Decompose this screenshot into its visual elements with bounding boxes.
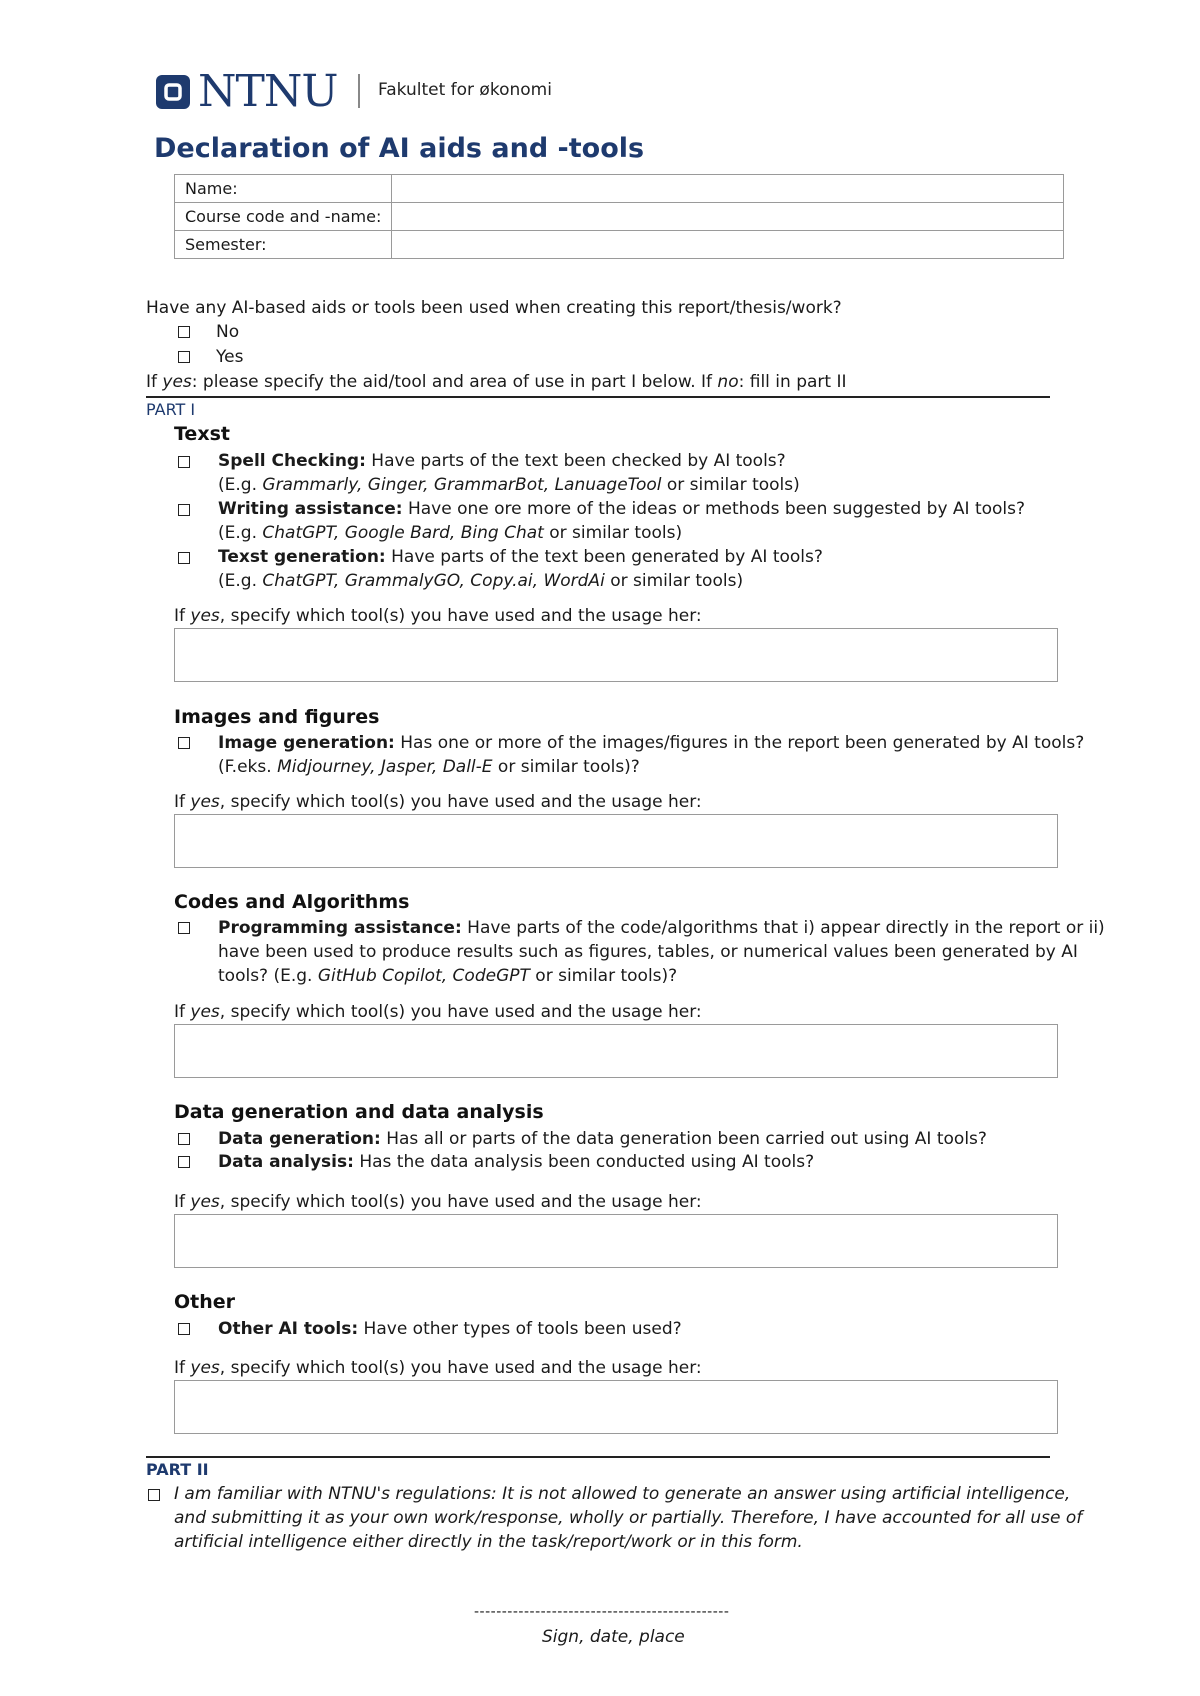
name-field[interactable] — [392, 175, 1064, 203]
code-tools-answer-box[interactable] — [174, 1024, 1058, 1078]
specify-prompt: If yes, specify which tool(s) you have used and the usage her: — [174, 606, 702, 626]
data-analysis-checkbox[interactable] — [178, 1156, 190, 1168]
data-tools-answer-box[interactable] — [174, 1214, 1058, 1268]
course-label: Course code and -name: — [175, 203, 392, 231]
programming-assistance-examples: tools? (E.g. GitHub Copilot, CodeGPT or similar tools)? — [218, 966, 678, 986]
ntnu-logo-mark-icon — [156, 75, 190, 109]
programming-assistance-question: Programming assistance: Have parts of the code/algorithms that i) appear directly in the report or ii) — [218, 918, 1105, 938]
semester-field[interactable] — [392, 231, 1064, 259]
course-field[interactable] — [392, 203, 1064, 231]
name-label: Name: — [175, 175, 392, 203]
no-label: No — [216, 322, 240, 342]
programming-assistance-line2: have been used to produce results such as figures, tables, or numerical values been generated by AI — [218, 942, 1078, 962]
spell-checking-examples: (E.g. Grammarly, Ginger, GrammarBot, LanuageTool or similar tools) — [218, 475, 800, 495]
data-generation-checkbox[interactable] — [178, 1133, 190, 1145]
text-tools-answer-box[interactable] — [174, 628, 1058, 682]
no-checkbox[interactable] — [178, 326, 190, 338]
other-ai-tools-question: Other AI tools: Have other types of tools been used? — [218, 1319, 682, 1339]
part2-divider — [146, 1456, 1050, 1458]
instruction-text: If yes: please specify the aid/tool and area of use in part I below. If no: fill in part II — [146, 372, 847, 392]
header-divider — [358, 74, 360, 108]
spell-checking-checkbox[interactable] — [178, 456, 190, 468]
section-heading-other: Other — [174, 1291, 236, 1313]
page-title: Declaration of AI aids and -tools — [154, 133, 645, 164]
faculty-name: Fakultet for økonomi — [378, 80, 552, 100]
specify-prompt: If yes, specify which tool(s) you have used and the usage her: — [174, 1002, 702, 1022]
image-generation-question: Image generation: Has one or more of the images/figures in the report been generated by AI tools? — [218, 733, 1085, 753]
section-heading-data: Data generation and data analysis — [174, 1101, 544, 1123]
programming-assistance-checkbox[interactable] — [178, 922, 190, 934]
semester-label: Semester: — [175, 231, 392, 259]
signature-line: ---------------------------------------------- — [474, 1604, 730, 1620]
text-generation-examples: (E.g. ChatGPT, GrammalyGO, Copy.ai, WordAi or similar tools) — [218, 571, 744, 591]
info-table — [174, 174, 1064, 259]
table-row — [175, 203, 1064, 231]
regulations-checkbox[interactable] — [148, 1489, 160, 1501]
yes-label: Yes — [216, 347, 244, 367]
specify-prompt: If yes, specify which tool(s) you have used and the usage her: — [174, 1192, 702, 1212]
text-generation-question: Texst generation: Have parts of the text been generated by AI tools? — [218, 547, 823, 567]
spell-checking-question: Spell Checking: Have parts of the text been checked by AI tools? — [218, 451, 786, 471]
writing-assistance-examples: (E.g. ChatGPT, Google Bard, Bing Chat or similar tools) — [218, 523, 683, 543]
table-row — [175, 231, 1064, 259]
image-generation-examples: (F.eks. Midjourney, Jasper, Dall-E or similar tools)? — [218, 757, 640, 777]
section-heading-images: Images and figures — [174, 706, 380, 728]
part2-label: PART II — [146, 1460, 209, 1479]
signature-caption: Sign, date, place — [542, 1627, 685, 1647]
part1-divider — [146, 396, 1050, 398]
writing-assistance-checkbox[interactable] — [178, 504, 190, 516]
specify-prompt: If yes, specify which tool(s) you have used and the usage her: — [174, 1358, 702, 1378]
data-analysis-question: Data analysis: Has the data analysis been conducted using AI tools? — [218, 1152, 815, 1172]
logo-wordmark: NTNU — [198, 66, 338, 117]
main-question: Have any AI-based aids or tools been used when creating this report/thesis/work? — [146, 298, 842, 318]
section-heading-code: Codes and Algorithms — [174, 891, 410, 913]
data-generation-question: Data generation: Has all or parts of the data generation been carried out using AI tools? — [218, 1129, 987, 1149]
other-ai-tools-checkbox[interactable] — [178, 1323, 190, 1335]
image-generation-checkbox[interactable] — [178, 737, 190, 749]
part1-label: PART I — [146, 400, 196, 419]
regulations-line-3: artificial intelligence either directly in the task/report/work or in this form. — [174, 1532, 803, 1552]
regulations-line-1: I am familiar with NTNU's regulations: It is not allowed to generate an answer using artificial intelligence, — [174, 1484, 1071, 1504]
regulations-line-2: and submitting it as your own work/response, wholly or partially. Therefore, I have accounted for all use of — [174, 1508, 1083, 1528]
section-heading-text: Texst — [174, 423, 230, 445]
table-row — [175, 175, 1064, 203]
specify-prompt: If yes, specify which tool(s) you have used and the usage her: — [174, 792, 702, 812]
other-tools-answer-box[interactable] — [174, 1380, 1058, 1434]
text-generation-checkbox[interactable] — [178, 552, 190, 564]
writing-assistance-question: Writing assistance: Have one ore more of the ideas or methods been suggested by AI tools? — [218, 499, 1026, 519]
yes-checkbox[interactable] — [178, 351, 190, 363]
image-tools-answer-box[interactable] — [174, 814, 1058, 868]
